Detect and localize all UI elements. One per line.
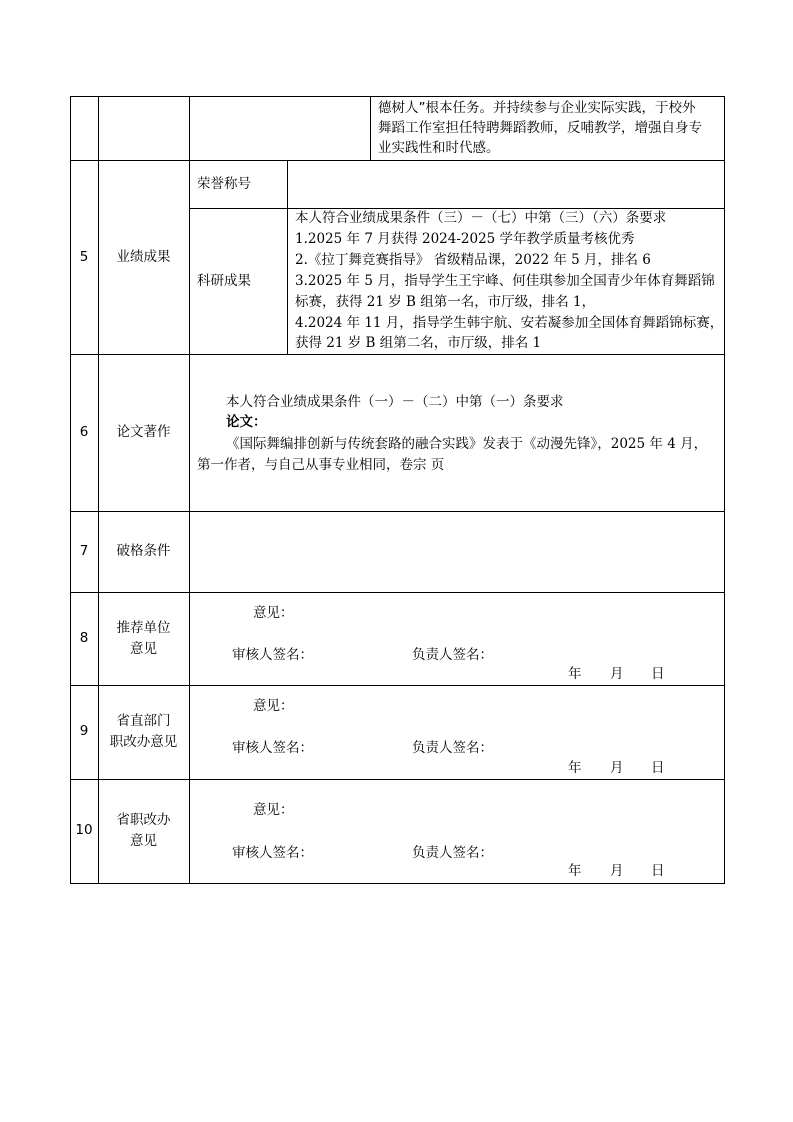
leader-signature: 负责人签名： <box>412 647 493 663</box>
date-day: 日 <box>651 863 665 879</box>
table-rule <box>189 96 190 884</box>
date-month: 月 <box>610 666 624 682</box>
date-year: 年 <box>568 760 582 776</box>
table-rule <box>98 96 99 884</box>
row-number: 8 <box>79 630 89 646</box>
date-month: 月 <box>610 760 624 776</box>
table-rule <box>70 592 725 593</box>
reviewer-signature: 审核人签名： <box>232 845 313 861</box>
table-rule <box>70 96 71 884</box>
row-label: 职改办意见 <box>109 734 178 750</box>
row-label: 业绩成果 <box>116 249 171 265</box>
table-rule <box>70 883 725 884</box>
leader-signature: 负责人签名： <box>412 740 493 756</box>
research-label: 科研成果 <box>197 273 251 289</box>
research-line: 4.2024 年 11 月，指导学生韩宇航、安若凝参加全国体育舞蹈锦标赛， <box>295 315 724 331</box>
paper-line: 《国际舞编排创新与传统套路的融合实践》发表于《动漫先锋》，2025 年 4 月， <box>226 436 708 452</box>
row-number: 9 <box>79 723 89 739</box>
date-day: 日 <box>651 760 665 776</box>
row-label: 省直部门 <box>116 713 171 729</box>
row-number: 6 <box>79 424 89 440</box>
opinion-label: 意见： <box>253 802 294 818</box>
honor-label: 荣誉称号 <box>197 176 251 192</box>
row-label: 意见 <box>130 641 157 657</box>
row-number: 10 <box>75 822 93 838</box>
row-label: 省职改办 <box>116 812 171 828</box>
table-rule <box>70 685 725 686</box>
row-number: 5 <box>79 249 89 265</box>
table-rule <box>70 96 725 97</box>
opinion-label: 意见： <box>253 605 294 621</box>
top-row-line: 舞蹈工作室担任特聘舞蹈教师，反哺教学，增强自身专 <box>378 120 702 136</box>
paper-heading: 论文： <box>226 414 267 430</box>
row-label: 推荐单位 <box>116 620 171 636</box>
table-rule <box>287 160 288 354</box>
research-line: 获得 21 岁 B 组第二名，市厅级，排名 1 <box>295 335 542 351</box>
table-rule <box>724 96 725 884</box>
reviewer-signature: 审核人签名： <box>232 740 313 756</box>
research-line: 1.2025 年 7 月获得 2024-2025 学年教学质量考核优秀 <box>295 231 635 247</box>
reviewer-signature: 审核人签名： <box>232 647 313 663</box>
research-line: 2.《拉丁舞竞赛指导》 省级精品课，2022 年 5 月，排名 6 <box>295 252 651 268</box>
table-rule <box>70 779 725 780</box>
table-rule <box>70 160 725 161</box>
top-row-line: 业实践性和时代感。 <box>378 140 500 156</box>
research-line: 本人符合业绩成果条件（三）－（七）中第（三）（六）条要求 <box>295 210 667 226</box>
date-month: 月 <box>610 863 624 879</box>
date-year: 年 <box>568 666 582 682</box>
paper-line: 第一作者，与自己从事专业相同，卷宗 页 <box>197 457 445 473</box>
date-year: 年 <box>568 863 582 879</box>
table-rule <box>370 96 371 160</box>
row-label: 破格条件 <box>116 543 171 559</box>
row-label: 意见 <box>130 833 157 849</box>
date-day: 日 <box>651 666 665 682</box>
top-row-line: 德树人”根本任务。并持续参与企业实际实践，于校外 <box>378 100 696 116</box>
row-label: 论文著作 <box>116 424 171 440</box>
row-number: 7 <box>79 543 89 559</box>
table-rule <box>70 511 725 512</box>
leader-signature: 负责人签名： <box>412 845 493 861</box>
opinion-label: 意见： <box>253 698 294 714</box>
table-rule <box>70 354 725 355</box>
paper-line: 本人符合业绩成果条件（一）－（二）中第（一）条要求 <box>226 394 564 410</box>
research-line: 3.2025 年 5 月，指导学生王宇峰、何佳琪参加全国青少年体育舞蹈锦 <box>295 273 715 289</box>
research-line: 标赛，获得 21 岁 B 组第一名，市厅级，排名 1， <box>295 294 596 310</box>
